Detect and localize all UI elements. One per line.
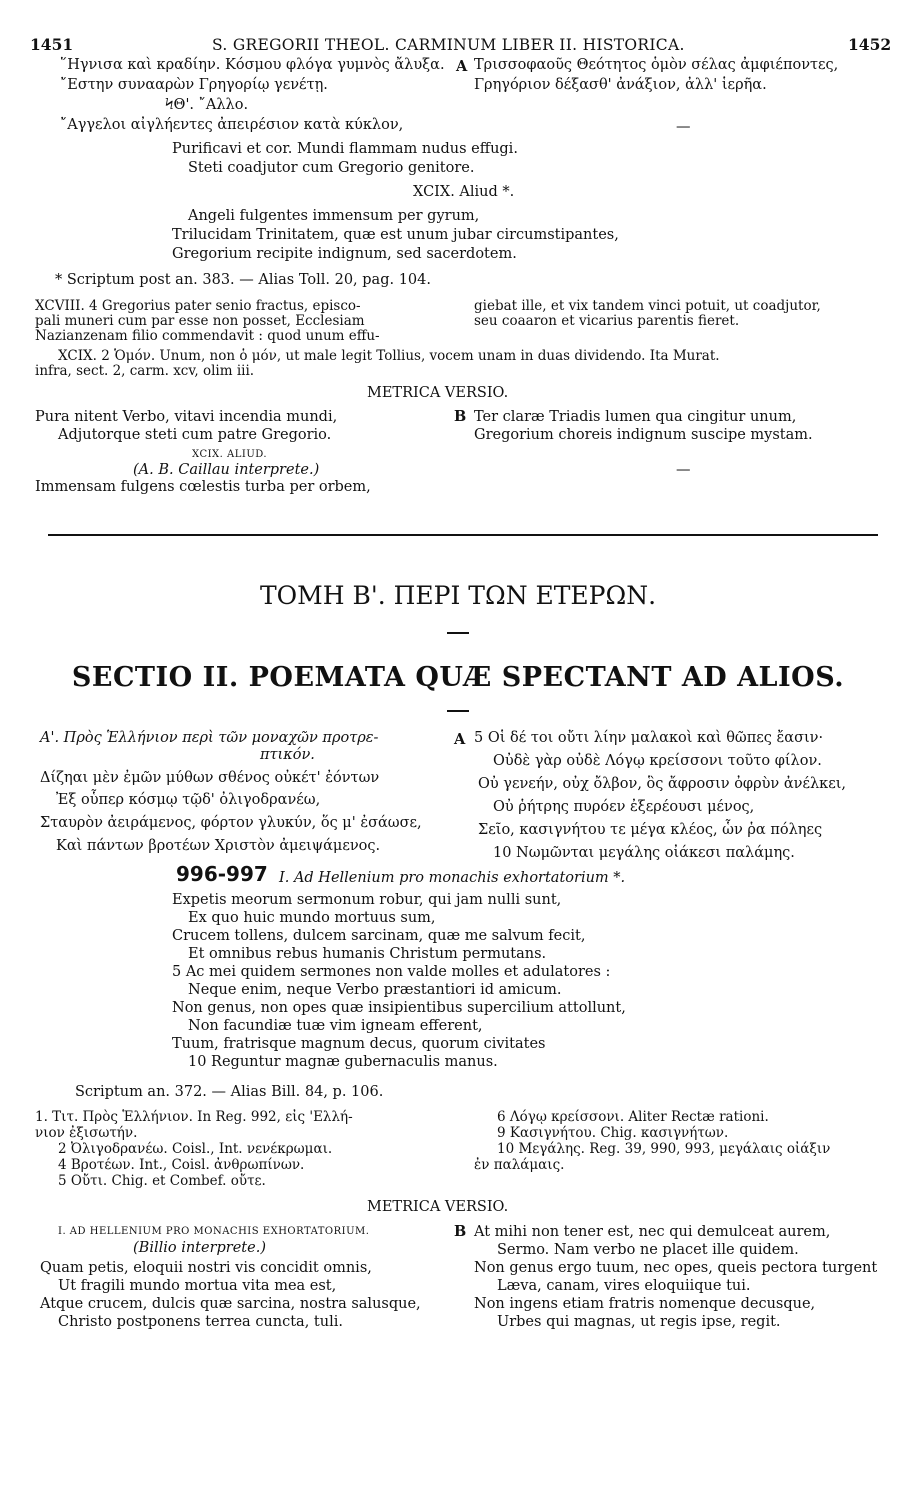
verse-line: Adjutorque steti cum patre Gregorio. [58, 427, 332, 443]
verse-interpreter: (A. B. Caillau interprete.) [133, 462, 320, 478]
note-line: XCVIII. 4 Gregorius pater senio fractus, episco- [35, 298, 361, 314]
note-line: pali muneri cum par esse non posset, Ecclesiam [35, 313, 365, 329]
separator-dash: — [676, 462, 691, 478]
separator-dash: — [676, 119, 691, 135]
verse-line: Læva, canam, vires eloquiique tui. [497, 1278, 751, 1294]
latin-line: 5 Ac mei quidem sermones non valde molles et adulatores : [172, 964, 611, 980]
variant-line: 4 Βροτέων. Int., Coisl. ἀνθρωπίνων. [58, 1157, 305, 1173]
verse-interpreter: (Billio interprete.) [133, 1240, 266, 1256]
greek-line: Καὶ πάντων βροτέων Χριστὸν ἀμειψάμενος. [56, 838, 381, 854]
verse-line: Sermo. Nam verbo ne placet ille quidem. [497, 1242, 799, 1258]
greek-line: Σταυρὸν ἀειράμενος, φόρτον γλυκύν, ὅς μ' ἐσάωσε, [40, 815, 422, 831]
variant-line: 2 Ὀλιγοδρανέω. Coisl., Int. νενέκρωμαι. [58, 1141, 333, 1157]
tome-title: ΤΟΜΗ Β'. ΠΕΡΙ ΤΩΝ ΕΤΕΡΩΝ. [259, 581, 657, 610]
metrica-heading: METRICA VERSIO. [367, 385, 509, 401]
latin-line: Ex quo huic mundo mortuus sum, [188, 910, 436, 926]
note-line: Nazianzenam filio commendavit : quod unum effu- [35, 328, 380, 344]
verse-line: Ut fragili mundo mortua vita mea est, [58, 1278, 337, 1294]
verse-line: Quam petis, eloquii nostri vis concidit omnis, [40, 1260, 372, 1276]
verse-line: Non genus ergo tuum, nec opes, queis pectora turgent [474, 1260, 878, 1276]
greek-line: Γρηγόριον δέξασθ' ἀνάξιον, ἀλλ' ἱερῆα. [474, 77, 767, 93]
verse-line: Christo postponens terrea cuncta, tuli. [58, 1314, 343, 1330]
variant-line: ἐν παλάμαις. [474, 1157, 565, 1173]
latin-line: Angeli fulgentes immensum per gyrum, [188, 208, 480, 224]
column-number-right: 1452 [848, 35, 892, 54]
latin-line: Crucem tollens, dulcem sarcinam, quæ me salvum fecit, [172, 928, 586, 944]
variant-line: νιον ἐξισωτήν. [35, 1125, 138, 1141]
greek-line: ῎Αγγελοι αἰγλήεντες ἀπειρέσιον κατὰ κύκλον, [60, 117, 404, 133]
note-line: giebat ille, et vix tandem vinci potuit, ut coadjutor, [474, 298, 821, 314]
verse-heading: XCIX. ALIUD. [192, 449, 268, 460]
note-line: XCIX. 2 Ὁμόν. Unum, non ὁ μόν, ut male legit Tollius, vocem unam in duas dividendo. Ita Murat. [58, 348, 720, 364]
latin-line: Purificavi et cor. Mundi flammam nudus effugi. [172, 141, 518, 157]
greek-line: 10 Νωμῶνται μεγάλης οἰάκεσι παλάμης. [493, 845, 795, 861]
margin-marker-b: B [454, 408, 467, 425]
verse-line: At mihi non tener est, nec qui demulceat aurem, [474, 1224, 831, 1240]
latin-line: Trilucidam Trinitatem, quæ est unum jubar circumstipantes, [172, 227, 619, 243]
latin-line: Non genus, non opes quæ insipientibus supercilium attollunt, [172, 1000, 626, 1016]
greek-line: ῎Εστην συνααρὼν Γρηγορίῳ γενέτῃ. [60, 77, 328, 93]
margin-marker-b: B [454, 1223, 467, 1240]
note-line: infra, sect. 2, carm. xcv, olim iii. [35, 363, 255, 379]
latin-line: 10 Reguntur magnæ gubernaculis manus. [188, 1054, 498, 1070]
greek-line: 5 Οἱ δέ τοι οὔτι λίην μαλακοὶ καὶ θῶπες ἔασιν· [474, 730, 824, 746]
latin-heading: XCIX. Aliud *. [413, 184, 515, 200]
variant-line: 6 Λόγῳ κρείσσονι. Aliter Rectæ rationi. [497, 1109, 769, 1125]
metrica-heading: METRICA VERSIO. [367, 1199, 509, 1215]
greek-line: Δίζηαι μὲν ἐμῶν μύθων σθένος οὐκέτ' ἐόντων [40, 770, 380, 786]
verse-line: Urbes qui magnas, ut regis ipse, regit. [497, 1314, 781, 1330]
greek-line: Οὐ ῥήτρης πυρόεν ἐξερέουσι μένος, [493, 799, 755, 815]
poem-greek-title: πτικόν. [260, 747, 315, 763]
greek-line: Τρισσοφαοῦς Θεότητος ὁμὸν σέλας ἀμφιέποντες, [474, 57, 839, 73]
verse-heading: I. AD HELLENIUM PRO MONACHIS EXHORTATORIUM. [58, 1226, 370, 1237]
verse-line: Gregorium choreis indignum suscipe mystam. [474, 427, 813, 443]
variant-line: 9 Κασιγνήτου. Chig. κασιγνήτων. [497, 1125, 729, 1141]
variant-line: 5 Οὔτι. Chig. et Combef. οὔτε. [58, 1173, 266, 1189]
verse-line: Non ingens etiam fratris nomenque decusque, [474, 1296, 816, 1312]
latin-line: Steti coadjutor cum Gregorio genitore. [188, 160, 475, 176]
latin-line: Tuum, fratrisque magnum decus, quorum civitates [172, 1036, 546, 1052]
margin-marker-a: A [456, 58, 468, 75]
latin-line: Et omnibus rebus humanis Christum permutans. [188, 946, 547, 962]
running-title: S. GREGORII THEOL. CARMINUM LIBER II. HISTORICA. [212, 36, 685, 54]
variant-line: 1. Τιτ. Πρὸς Ἑλλήνιον. In Reg. 992, εἰς 'Ελλή- [35, 1109, 353, 1125]
latin-line: Neque enim, neque Verbo præstantiori id amicum. [188, 982, 562, 998]
latin-line: Expetis meorum sermonum robur, qui jam nulli sunt, [172, 892, 562, 908]
latin-line: Non facundiæ tuæ vim igneam efferent, [188, 1018, 483, 1034]
latin-line: Gregorium recipite indignum, sed sacerdotem. [172, 246, 517, 262]
footnote: * Scriptum post an. 383. — Alias Toll. 20, pag. 104. [55, 272, 431, 288]
verse-line: Pura nitent Verbo, vitavi incendia mundi, [35, 409, 338, 425]
footnote: Scriptum an. 372. — Alias Bill. 84, p. 106. [75, 1084, 384, 1100]
poem-greek-title: Α'. Πρὸς Ἑλλήνιον περὶ τῶν μοναχῶν προτρε- [40, 730, 379, 746]
title-dash [447, 710, 469, 712]
margin-marker-a: A [454, 731, 466, 748]
title-dash [447, 632, 469, 634]
greek-line: Οὐδὲ γὰρ οὐδὲ Λόγῳ κρείσσονι τοῦτο φίλον. [493, 753, 822, 769]
greek-line: Οὐ γενεήν, οὐχ ὄλβον, ὃς ἄφροσιν ὀφρὺν ἀνέλκει, [478, 776, 847, 792]
column-numbers: 996-997 [176, 862, 268, 886]
verse-line: Atque crucem, dulcis quæ sarcina, nostra salusque, [40, 1296, 421, 1312]
greek-line: Σεῖο, κασιγνήτου τε μέγα κλέος, ὧν ῥα πόληες [478, 822, 823, 838]
section-rule [48, 534, 878, 536]
greek-line: Ἐξ οὗπερ κόσμῳ τῷδ' ὀλιγοδρανέω, [56, 792, 321, 808]
variant-line: 10 Μεγάλης. Reg. 39, 990, 993, μεγάλαις οἰάξιν [497, 1141, 831, 1157]
poem-latin-title: I. Ad Hellenium pro monachis exhortatorium *. [279, 870, 626, 886]
sectio-title: SECTIO II. POEMATA QUÆ SPECTANT AD ALIOS. [71, 662, 845, 693]
note-line: seu coaaron et vicarius parentis fieret. [474, 313, 740, 329]
verse-line: Immensam fulgens cœlestis turba per orbem, [35, 479, 371, 495]
greek-heading: ϞΘ'. ῎Αλλο. [165, 97, 249, 113]
greek-line: ῞Ηγνισα καὶ κραδίην. Κόσμου φλόγα γυμνὸς ἄλυξα. [60, 57, 445, 73]
column-number-left: 1451 [30, 35, 74, 54]
verse-line: Ter claræ Triadis lumen qua cingitur unum, [474, 409, 797, 425]
